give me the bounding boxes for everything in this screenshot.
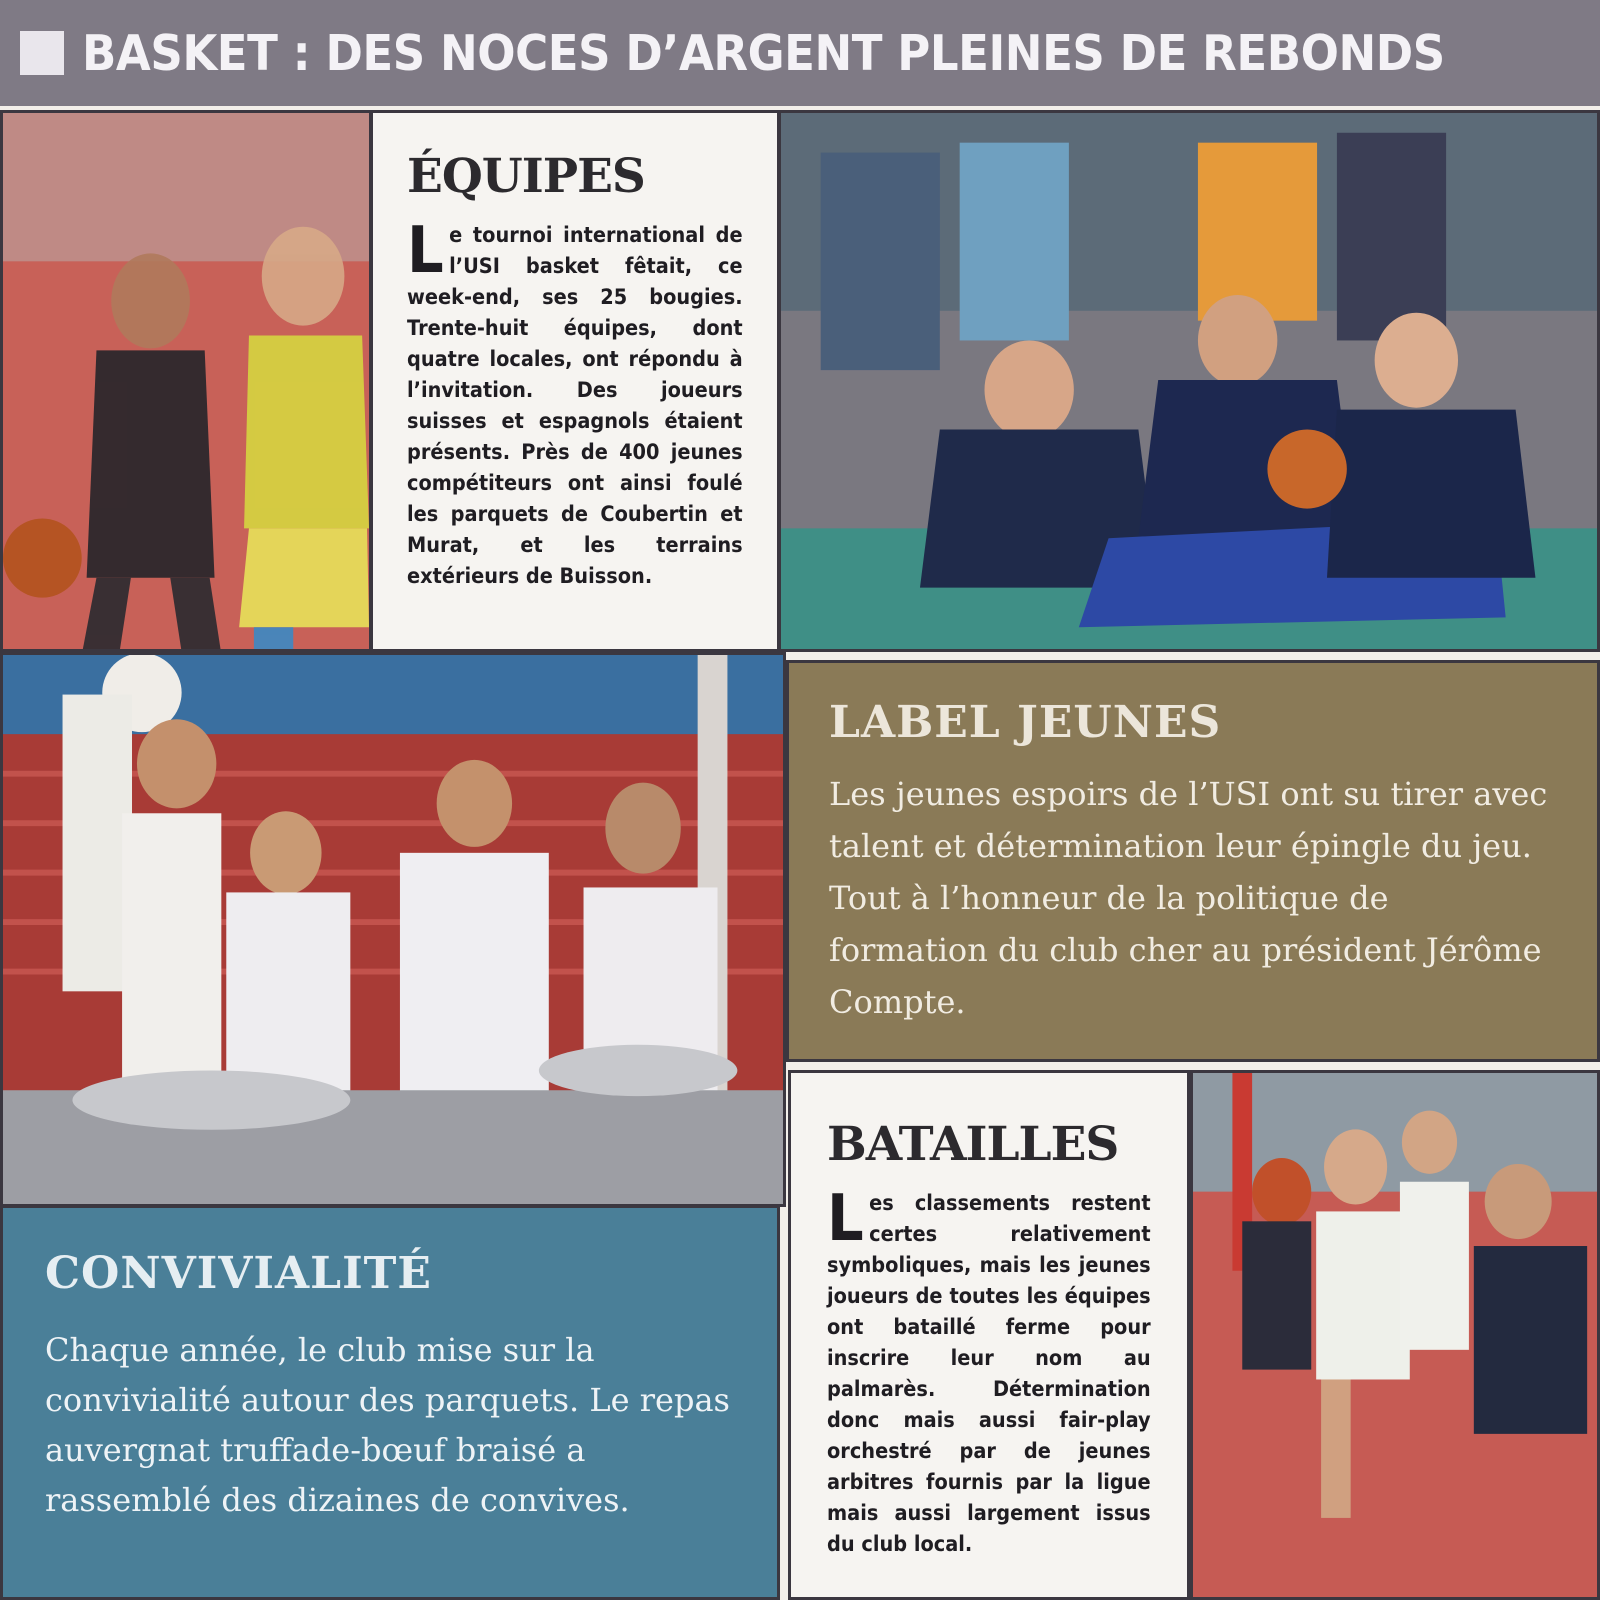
- section-heading-convivialite: CONVIVIALITÉ: [45, 1248, 432, 1299]
- section-equipes: [370, 110, 780, 652]
- dropcap-equipes: L: [407, 214, 444, 288]
- section-heading-batailles: BATAILLES: [827, 1117, 1119, 1172]
- section-heading-equipes: ÉQUIPES: [407, 149, 645, 204]
- photo-players-game-action: [1190, 1070, 1600, 1600]
- photo-icon: [781, 113, 1597, 649]
- section-heading-label-jeunes: LABEL JEUNES: [829, 697, 1222, 748]
- photo-icon: [1193, 1073, 1597, 1597]
- section-convivialite: [0, 1205, 780, 1600]
- section-body-batailles: [827, 1182, 1151, 1560]
- section-label-jeunes: [786, 660, 1600, 1062]
- photo-icon: [3, 655, 783, 1204]
- photo-icon: [3, 113, 369, 649]
- section-text-equipes: e tournoi international de l’USI basket fêtait, ce week-end, ses 25 bougies. Trente-huit équipes, dont quatre locales, ont répondu à l’invitation. Des joueurs suisses et espagnols étaient présents. Près de 400 jeunes compétiteurs ont ainsi foulé les parquets de Coubertin et Murat, et les terrains extérieurs de Buisson.: [407, 223, 743, 589]
- section-batailles: [788, 1070, 1190, 1600]
- photo-girls-team-sitting: [778, 110, 1600, 652]
- section-body-equipes: [407, 214, 743, 592]
- photo-young-players-dribbling: [0, 110, 372, 652]
- dropcap-batailles: L: [827, 1182, 864, 1256]
- photo-volunteers-cooking: [0, 652, 786, 1207]
- section-body-label-jeunes: Les jeunes espoirs de l’USI ont su tirer avec talent et détermination leur épingle du jeu. Tout à l’honneur de la politique de formation du club cher au président Jérôme Compte.: [829, 775, 1548, 1021]
- section-text-batailles: es classements restent certes relativement symboliques, mais les jeunes joueurs de toutes les équipes ont bataillé ferme pour inscrire leur nom au palmarès. Détermination donc mais aussi fair-play orchestré par de jeunes arbitres fournis par la ligue mais aussi largement issus du club local.: [827, 1191, 1151, 1557]
- header-square-icon: [20, 31, 64, 75]
- section-body-convivialite: Chaque année, le club mise sur la convivialité autour des parquets. Le repas auvergnat truffade-bœuf braisé a rassemblé des dizaines de convives.: [45, 1331, 730, 1519]
- article-title: BASKET : DES NOCES D’ARGENT PLEINES DE REBONDS: [82, 24, 1445, 82]
- article-header: [0, 0, 1600, 106]
